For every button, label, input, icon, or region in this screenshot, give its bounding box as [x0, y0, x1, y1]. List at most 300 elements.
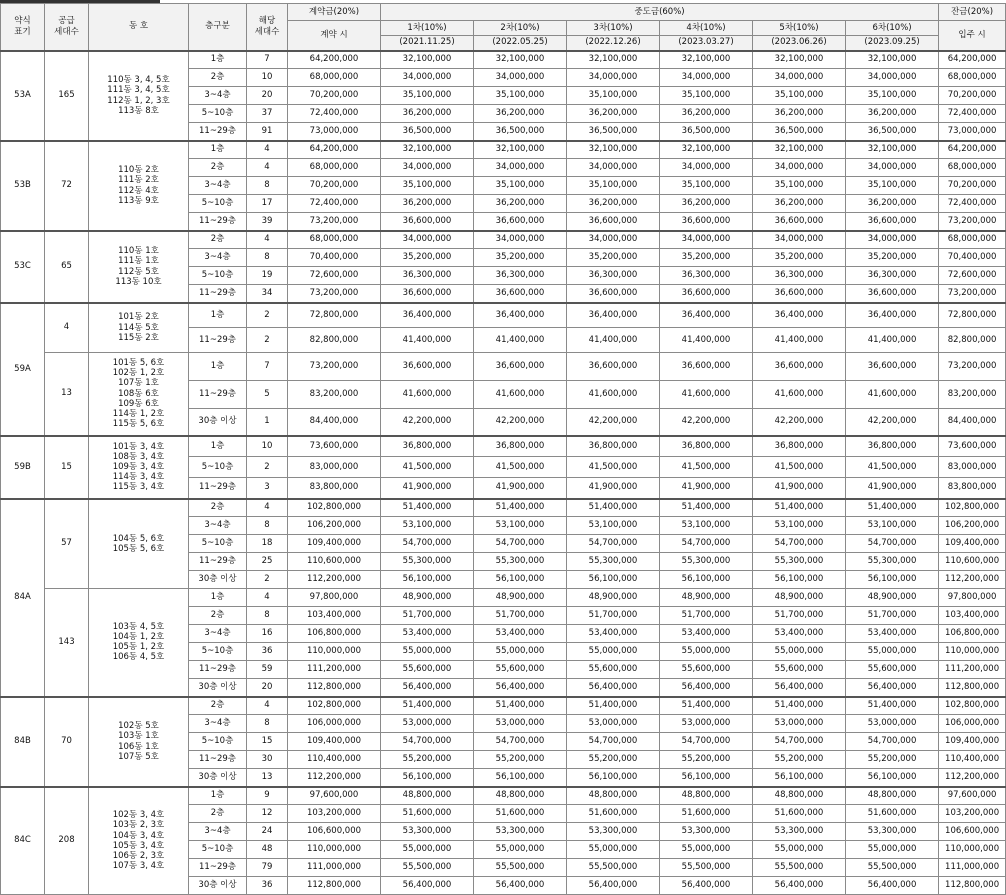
floor-range: 1층 — [189, 141, 247, 159]
installment-amount: 41,400,000 — [567, 328, 660, 353]
installment-amount: 54,700,000 — [567, 535, 660, 553]
installment-amount: 55,600,000 — [753, 661, 846, 679]
floor-range: 30층 이상 — [189, 877, 247, 895]
balance-amount: 106,600,000 — [939, 823, 1006, 841]
installment-amount: 41,600,000 — [753, 381, 846, 409]
header-balance: 잔금(20%) — [939, 4, 1006, 21]
installment-amount: 34,000,000 — [381, 231, 474, 249]
installment-amount: 36,600,000 — [846, 285, 939, 303]
unit-count: 79 — [247, 859, 288, 877]
floor-range: 11~29층 — [189, 328, 247, 353]
balance-amount: 111,000,000 — [939, 859, 1006, 877]
installment-amount: 34,000,000 — [474, 69, 567, 87]
floor-range: 3~4층 — [189, 823, 247, 841]
installment-amount: 53,400,000 — [753, 625, 846, 643]
installment-amount: 53,300,000 — [474, 823, 567, 841]
installment-amount: 36,600,000 — [567, 285, 660, 303]
installment-amount: 34,000,000 — [381, 69, 474, 87]
unit-count: 3 — [247, 478, 288, 499]
installment-amount: 42,200,000 — [660, 409, 753, 436]
unit-count: 36 — [247, 643, 288, 661]
installment-amount: 51,400,000 — [846, 499, 939, 517]
installment-amount: 41,400,000 — [846, 328, 939, 353]
installment-amount: 48,900,000 — [753, 589, 846, 607]
dong-ho-list: 110동 2호 111동 2호 112동 4호 113동 9호 — [89, 141, 189, 231]
balance-amount: 70,400,000 — [939, 249, 1006, 267]
unit-count: 4 — [247, 231, 288, 249]
floor-range: 5~10층 — [189, 643, 247, 661]
installment-amount: 51,600,000 — [567, 805, 660, 823]
balance-amount: 83,000,000 — [939, 457, 1006, 478]
installment-amount: 36,600,000 — [753, 285, 846, 303]
installment-amount: 34,000,000 — [660, 231, 753, 249]
floor-range: 5~10층 — [189, 733, 247, 751]
supply-count: 143 — [45, 589, 89, 697]
installment-amount: 42,200,000 — [567, 409, 660, 436]
contract-amount: 112,800,000 — [288, 679, 381, 697]
installment-amount: 36,300,000 — [753, 267, 846, 285]
unit-count: 20 — [247, 87, 288, 105]
installment-amount: 36,200,000 — [381, 195, 474, 213]
balance-amount: 72,800,000 — [939, 303, 1006, 328]
installment-amount: 32,100,000 — [567, 141, 660, 159]
installment-amount: 32,100,000 — [660, 141, 753, 159]
installment-amount: 34,000,000 — [846, 159, 939, 177]
installment-amount: 35,200,000 — [567, 249, 660, 267]
installment-amount: 34,000,000 — [381, 159, 474, 177]
installment-amount: 35,200,000 — [381, 249, 474, 267]
installment-amount: 55,500,000 — [381, 859, 474, 877]
installment-amount: 53,000,000 — [753, 715, 846, 733]
contract-amount: 112,200,000 — [288, 769, 381, 787]
installment-amount: 36,600,000 — [474, 213, 567, 231]
balance-amount: 102,800,000 — [939, 697, 1006, 715]
installment-amount: 51,600,000 — [474, 805, 567, 823]
balance-amount: 83,800,000 — [939, 478, 1006, 499]
dong-ho-list: 104동 5, 6호 105동 5, 6호 — [89, 499, 189, 589]
installment-amount: 36,600,000 — [753, 213, 846, 231]
header-installment-label: 4차(10%) — [660, 21, 753, 36]
header-installment-label: 5차(10%) — [753, 21, 846, 36]
installment-amount: 41,900,000 — [567, 478, 660, 499]
contract-amount: 97,600,000 — [288, 787, 381, 805]
installment-amount: 42,200,000 — [381, 409, 474, 436]
installment-amount: 48,900,000 — [846, 589, 939, 607]
installment-amount: 51,700,000 — [381, 607, 474, 625]
dong-ho-list: 101동 3, 4호 108동 3, 4호 109동 3, 4호 114동 3, 4호 115동 3, 4호 — [89, 436, 189, 499]
installment-amount: 56,100,000 — [381, 571, 474, 589]
installment-amount: 32,100,000 — [753, 141, 846, 159]
unit-count: 4 — [247, 589, 288, 607]
type-label: 59A — [1, 303, 45, 436]
installment-amount: 53,100,000 — [381, 517, 474, 535]
contract-amount: 73,200,000 — [288, 285, 381, 303]
installment-amount: 36,400,000 — [753, 303, 846, 328]
installment-amount: 55,200,000 — [474, 751, 567, 769]
installment-amount: 36,200,000 — [660, 195, 753, 213]
balance-amount: 110,000,000 — [939, 643, 1006, 661]
contract-amount: 64,200,000 — [288, 51, 381, 69]
contract-amount: 103,400,000 — [288, 607, 381, 625]
installment-amount: 36,300,000 — [846, 267, 939, 285]
unit-count: 1 — [247, 409, 288, 436]
installment-amount: 41,500,000 — [474, 457, 567, 478]
installment-amount: 36,600,000 — [753, 353, 846, 381]
table-row — [1, 231, 1006, 249]
installment-amount: 56,400,000 — [381, 877, 474, 895]
installment-amount: 51,600,000 — [846, 805, 939, 823]
floor-range: 1층 — [189, 589, 247, 607]
unit-count: 2 — [247, 457, 288, 478]
contract-amount: 110,600,000 — [288, 553, 381, 571]
table-body — [1, 51, 1006, 895]
installment-amount: 36,300,000 — [660, 267, 753, 285]
header-installment-date: (2022.05.25) — [474, 36, 567, 51]
installment-amount: 53,400,000 — [474, 625, 567, 643]
header-installment-date: (2023.09.25) — [846, 36, 939, 51]
installment-amount: 35,100,000 — [567, 177, 660, 195]
header-dong: 동 호 — [89, 4, 189, 51]
contract-amount: 106,600,000 — [288, 823, 381, 841]
unit-count: 10 — [247, 436, 288, 457]
installment-amount: 54,700,000 — [660, 733, 753, 751]
installment-amount: 36,600,000 — [660, 353, 753, 381]
contract-amount: 102,800,000 — [288, 697, 381, 715]
installment-amount: 56,100,000 — [567, 571, 660, 589]
balance-amount: 103,200,000 — [939, 805, 1006, 823]
installment-amount: 36,500,000 — [381, 123, 474, 141]
balance-amount: 112,800,000 — [939, 679, 1006, 697]
header-contract-sub: 계약 시 — [288, 21, 381, 51]
contract-amount: 110,000,000 — [288, 841, 381, 859]
header-installment-date: (2022.12.26) — [567, 36, 660, 51]
installment-amount: 55,600,000 — [474, 661, 567, 679]
floor-range: 30층 이상 — [189, 769, 247, 787]
installment-amount: 56,400,000 — [846, 679, 939, 697]
installment-amount: 53,300,000 — [753, 823, 846, 841]
installment-amount: 36,800,000 — [660, 436, 753, 457]
installment-amount: 55,200,000 — [381, 751, 474, 769]
installment-amount: 32,100,000 — [753, 51, 846, 69]
installment-amount: 56,400,000 — [474, 877, 567, 895]
installment-amount: 51,600,000 — [381, 805, 474, 823]
balance-amount: 64,200,000 — [939, 141, 1006, 159]
balance-amount: 70,200,000 — [939, 177, 1006, 195]
floor-range: 5~10층 — [189, 535, 247, 553]
installment-amount: 53,000,000 — [474, 715, 567, 733]
dong-ho-list: 102동 3, 4호 103동 2, 3호 104동 3, 4호 105동 3, 4호 106동 2, 3호 107동 3, 4호 — [89, 787, 189, 895]
installment-amount: 36,400,000 — [846, 303, 939, 328]
floor-range: 3~4층 — [189, 249, 247, 267]
installment-amount: 36,300,000 — [474, 267, 567, 285]
installment-amount: 41,400,000 — [660, 328, 753, 353]
balance-amount: 84,400,000 — [939, 409, 1006, 436]
installment-amount: 51,400,000 — [474, 499, 567, 517]
installment-amount: 41,900,000 — [381, 478, 474, 499]
installment-amount: 55,000,000 — [846, 841, 939, 859]
installment-amount: 35,100,000 — [660, 87, 753, 105]
table-row — [1, 787, 1006, 805]
installment-amount: 32,100,000 — [381, 51, 474, 69]
floor-range: 30층 이상 — [189, 571, 247, 589]
unit-count: 8 — [247, 517, 288, 535]
floor-range: 2층 — [189, 499, 247, 517]
unit-count: 39 — [247, 213, 288, 231]
floor-range: 11~29층 — [189, 751, 247, 769]
installment-amount: 53,000,000 — [381, 715, 474, 733]
installment-amount: 34,000,000 — [660, 159, 753, 177]
installment-amount: 36,200,000 — [567, 105, 660, 123]
installment-amount: 51,700,000 — [753, 607, 846, 625]
installment-amount: 54,700,000 — [660, 535, 753, 553]
table-header — [1, 4, 1006, 51]
installment-amount: 34,000,000 — [846, 231, 939, 249]
installment-amount: 36,800,000 — [846, 436, 939, 457]
installment-amount: 51,600,000 — [753, 805, 846, 823]
floor-range: 2층 — [189, 697, 247, 715]
installment-amount: 35,200,000 — [753, 249, 846, 267]
installment-amount: 35,100,000 — [381, 177, 474, 195]
contract-amount: 109,400,000 — [288, 733, 381, 751]
contract-amount: 72,400,000 — [288, 195, 381, 213]
contract-amount: 103,200,000 — [288, 805, 381, 823]
installment-amount: 36,200,000 — [753, 195, 846, 213]
floor-range: 11~29층 — [189, 661, 247, 679]
installment-amount: 36,600,000 — [660, 285, 753, 303]
header-middle: 중도금(60%) — [381, 4, 939, 21]
installment-amount: 48,800,000 — [660, 787, 753, 805]
installment-amount: 36,600,000 — [381, 353, 474, 381]
type-label: 53A — [1, 51, 45, 141]
installment-amount: 55,500,000 — [567, 859, 660, 877]
installment-amount: 32,100,000 — [567, 51, 660, 69]
floor-range: 3~4층 — [189, 517, 247, 535]
installment-amount: 55,300,000 — [660, 553, 753, 571]
contract-amount: 72,800,000 — [288, 303, 381, 328]
installment-amount: 55,000,000 — [474, 841, 567, 859]
installment-amount: 36,200,000 — [474, 105, 567, 123]
installment-amount: 55,300,000 — [474, 553, 567, 571]
unit-count: 8 — [247, 607, 288, 625]
balance-amount: 97,600,000 — [939, 787, 1006, 805]
installment-amount: 34,000,000 — [567, 231, 660, 249]
installment-amount: 35,100,000 — [474, 87, 567, 105]
installment-amount: 54,700,000 — [846, 733, 939, 751]
installment-amount: 35,100,000 — [660, 177, 753, 195]
table-row — [1, 51, 1006, 69]
installment-amount: 35,200,000 — [660, 249, 753, 267]
floor-range: 11~29층 — [189, 859, 247, 877]
installment-amount: 35,100,000 — [753, 87, 846, 105]
installment-amount: 35,100,000 — [846, 177, 939, 195]
unit-count: 2 — [247, 571, 288, 589]
installment-amount: 34,000,000 — [846, 69, 939, 87]
installment-amount: 55,500,000 — [846, 859, 939, 877]
installment-amount: 41,500,000 — [846, 457, 939, 478]
floor-range: 11~29층 — [189, 213, 247, 231]
balance-amount: 73,600,000 — [939, 436, 1006, 457]
installment-amount: 54,700,000 — [474, 733, 567, 751]
installment-amount: 41,600,000 — [567, 381, 660, 409]
installment-amount: 32,100,000 — [381, 141, 474, 159]
installment-amount: 53,100,000 — [846, 517, 939, 535]
unit-count: 59 — [247, 661, 288, 679]
table-row — [1, 141, 1006, 159]
type-label: 84C — [1, 787, 45, 895]
installment-amount: 55,300,000 — [381, 553, 474, 571]
installment-amount: 34,000,000 — [753, 159, 846, 177]
installment-amount: 53,100,000 — [753, 517, 846, 535]
installment-amount: 34,000,000 — [567, 69, 660, 87]
contract-amount: 106,000,000 — [288, 715, 381, 733]
installment-amount: 48,800,000 — [846, 787, 939, 805]
contract-amount: 68,000,000 — [288, 159, 381, 177]
supply-count: 4 — [45, 303, 89, 353]
installment-amount: 36,400,000 — [660, 303, 753, 328]
unit-count: 19 — [247, 267, 288, 285]
installment-amount: 55,600,000 — [567, 661, 660, 679]
dong-ho-list: 102동 5호 103동 1호 106동 1호 107동 5호 — [89, 697, 189, 787]
unit-count: 17 — [247, 195, 288, 213]
contract-amount: 84,400,000 — [288, 409, 381, 436]
installment-amount: 53,100,000 — [660, 517, 753, 535]
installment-amount: 36,600,000 — [660, 213, 753, 231]
balance-amount: 68,000,000 — [939, 159, 1006, 177]
installment-amount: 53,100,000 — [474, 517, 567, 535]
installment-amount: 35,200,000 — [846, 249, 939, 267]
installment-amount: 41,900,000 — [846, 478, 939, 499]
balance-amount: 64,200,000 — [939, 51, 1006, 69]
contract-amount: 72,600,000 — [288, 267, 381, 285]
installment-amount: 53,100,000 — [567, 517, 660, 535]
installment-amount: 55,500,000 — [474, 859, 567, 877]
contract-amount: 72,400,000 — [288, 105, 381, 123]
installment-amount: 56,100,000 — [660, 769, 753, 787]
installment-amount: 53,300,000 — [567, 823, 660, 841]
installment-amount: 48,800,000 — [567, 787, 660, 805]
installment-amount: 53,400,000 — [381, 625, 474, 643]
floor-range: 11~29층 — [189, 381, 247, 409]
installment-amount: 56,100,000 — [474, 571, 567, 589]
header-installment-date: (2023.03.27) — [660, 36, 753, 51]
unit-count: 25 — [247, 553, 288, 571]
balance-amount: 72,600,000 — [939, 267, 1006, 285]
installment-amount: 56,400,000 — [753, 877, 846, 895]
balance-amount: 112,200,000 — [939, 571, 1006, 589]
floor-range: 5~10층 — [189, 457, 247, 478]
installment-amount: 41,600,000 — [660, 381, 753, 409]
unit-count: 13 — [247, 769, 288, 787]
installment-amount: 51,700,000 — [474, 607, 567, 625]
contract-amount: 73,000,000 — [288, 123, 381, 141]
installment-amount: 56,400,000 — [660, 679, 753, 697]
installment-amount: 32,100,000 — [846, 141, 939, 159]
contract-amount: 97,800,000 — [288, 589, 381, 607]
balance-amount: 109,400,000 — [939, 535, 1006, 553]
installment-amount: 36,600,000 — [567, 213, 660, 231]
floor-range: 1층 — [189, 353, 247, 381]
balance-amount: 103,400,000 — [939, 607, 1006, 625]
installment-amount: 36,400,000 — [567, 303, 660, 328]
installment-amount: 55,600,000 — [660, 661, 753, 679]
floor-range: 2층 — [189, 805, 247, 823]
installment-amount: 56,100,000 — [753, 769, 846, 787]
installment-amount: 56,100,000 — [846, 769, 939, 787]
floor-range: 30층 이상 — [189, 409, 247, 436]
installment-amount: 55,300,000 — [567, 553, 660, 571]
installment-amount: 54,700,000 — [846, 535, 939, 553]
header-type: 약식 표기 — [1, 4, 45, 51]
installment-amount: 55,200,000 — [660, 751, 753, 769]
installment-amount: 36,800,000 — [567, 436, 660, 457]
installment-amount: 51,400,000 — [660, 697, 753, 715]
unit-count: 7 — [247, 353, 288, 381]
installment-amount: 41,500,000 — [381, 457, 474, 478]
contract-amount: 70,200,000 — [288, 87, 381, 105]
floor-range: 2층 — [189, 159, 247, 177]
balance-amount: 97,800,000 — [939, 589, 1006, 607]
supply-count: 208 — [45, 787, 89, 895]
installment-amount: 36,600,000 — [474, 285, 567, 303]
payment-schedule-table — [0, 3, 1006, 895]
header-installment-label: 6차(10%) — [846, 21, 939, 36]
installment-amount: 36,500,000 — [753, 123, 846, 141]
contract-amount: 73,200,000 — [288, 353, 381, 381]
unit-count: 4 — [247, 697, 288, 715]
unit-count: 8 — [247, 249, 288, 267]
unit-count: 15 — [247, 733, 288, 751]
header-installment-label: 3차(10%) — [567, 21, 660, 36]
installment-amount: 55,000,000 — [381, 643, 474, 661]
installment-amount: 41,400,000 — [474, 328, 567, 353]
unit-count: 24 — [247, 823, 288, 841]
unit-count: 2 — [247, 328, 288, 353]
unit-count: 20 — [247, 679, 288, 697]
installment-amount: 41,500,000 — [660, 457, 753, 478]
installment-amount: 36,200,000 — [474, 195, 567, 213]
contract-amount: 73,200,000 — [288, 213, 381, 231]
installment-amount: 51,400,000 — [660, 499, 753, 517]
installment-amount: 55,000,000 — [567, 841, 660, 859]
installment-amount: 36,200,000 — [753, 105, 846, 123]
installment-amount: 51,400,000 — [846, 697, 939, 715]
installment-amount: 36,500,000 — [660, 123, 753, 141]
installment-amount: 55,000,000 — [381, 841, 474, 859]
installment-amount: 55,500,000 — [753, 859, 846, 877]
installment-amount: 53,300,000 — [660, 823, 753, 841]
installment-amount: 36,800,000 — [753, 436, 846, 457]
installment-amount: 48,900,000 — [474, 589, 567, 607]
installment-amount: 55,000,000 — [474, 643, 567, 661]
installment-amount: 34,000,000 — [567, 159, 660, 177]
balance-amount: 112,800,000 — [939, 877, 1006, 895]
unit-count: 30 — [247, 751, 288, 769]
table-row — [1, 436, 1006, 457]
installment-amount: 32,100,000 — [660, 51, 753, 69]
dong-ho-list: 101동 2호 114동 5호 115동 2호 — [89, 303, 189, 353]
floor-range: 3~4층 — [189, 87, 247, 105]
floor-range: 3~4층 — [189, 625, 247, 643]
floor-range: 1층 — [189, 787, 247, 805]
contract-amount: 110,000,000 — [288, 643, 381, 661]
unit-count: 37 — [247, 105, 288, 123]
installment-amount: 32,100,000 — [474, 51, 567, 69]
installment-amount: 41,900,000 — [753, 478, 846, 499]
contract-amount: 109,400,000 — [288, 535, 381, 553]
installment-amount: 36,600,000 — [846, 213, 939, 231]
installment-amount: 56,400,000 — [846, 877, 939, 895]
installment-amount: 36,600,000 — [381, 213, 474, 231]
